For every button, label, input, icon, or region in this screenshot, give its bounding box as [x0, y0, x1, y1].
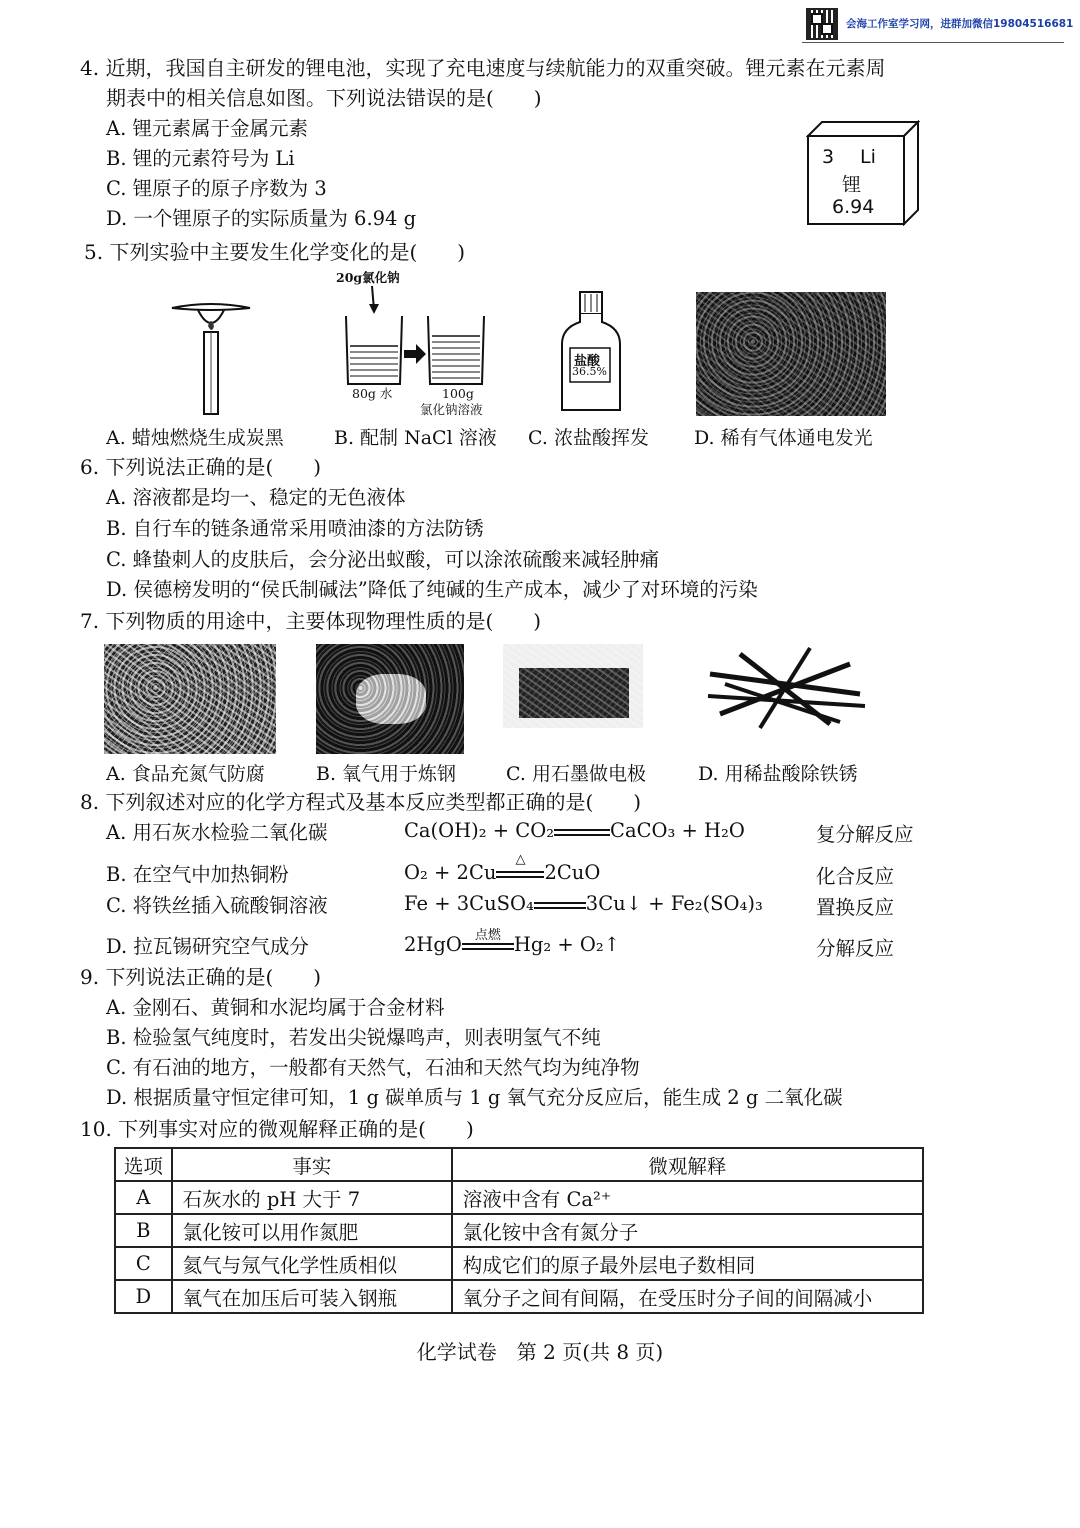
- row-fact: 氦气与氖气化学性质相似: [172, 1247, 452, 1280]
- equals-arrow: [462, 927, 514, 953]
- element-mass: 6.94: [832, 196, 875, 218]
- q6-stem: 6. 下列说法正确的是( ): [80, 455, 322, 479]
- q5-photo-neon-lights: [696, 292, 886, 416]
- table-row: [115, 1181, 923, 1214]
- fig-b-top-label: 20g氯化钠: [336, 270, 400, 285]
- q6-option-a: A. 溶液都是均一、稳定的无色液体: [106, 486, 406, 509]
- q7-caption-b: B. 氧气用于炼钢: [316, 763, 457, 785]
- fig-c-label2: 36.5%: [572, 365, 607, 378]
- fig-b-left-label: 80g 水: [352, 386, 393, 401]
- row-option: D: [115, 1280, 172, 1313]
- q10-stem: 10. 下列事实对应的微观解释正确的是( ): [80, 1117, 474, 1141]
- q7-photo-steel-making: [316, 644, 464, 754]
- q8-row-a-equation: [404, 819, 745, 842]
- row-explanation: 氧分子之间有间隔，在受压时分子间的间隔减小: [452, 1280, 923, 1313]
- q5-caption-a: A. 蜡烛燃烧生成炭黑: [106, 427, 284, 449]
- equals-arrow: [554, 825, 610, 839]
- element-name: 锂: [842, 174, 862, 196]
- q5-stem: 5. 下列实验中主要发生化学变化的是( ): [84, 240, 466, 264]
- row-option: A: [115, 1181, 172, 1214]
- q9-stem: 9. 下列说法正确的是( ): [80, 965, 322, 989]
- q7-photo-rusty-nails: [700, 644, 870, 734]
- q9-option-d: D. 根据质量守恒定律可知，1 g 碳单质与 1 g 氧气充分反应后，能生成 2 g 二氧化碳: [106, 1086, 843, 1109]
- watermark-text: 会海工作室学习网，进群加微信19804516681: [846, 18, 1074, 30]
- eq-condition: △: [515, 851, 526, 867]
- q8-stem: 8. 下列叙述对应的化学方程式及基本反应类型都正确的是( ): [80, 790, 642, 814]
- row-option: B: [115, 1214, 172, 1247]
- q7-caption-c: C. 用石墨做电极: [506, 763, 646, 785]
- q5-figure-acid-bottle: [556, 290, 626, 414]
- eq-lhs: Ca(OH)₂ + CO₂: [404, 819, 555, 842]
- q4-option-d: D. 一个锂原子的实际质量为 6.94 g: [106, 207, 417, 230]
- eq-lhs: 2HgO: [404, 933, 462, 956]
- q9-option-b: B. 检验氢气纯度时，若发出尖锐爆鸣声，则表明氢气不纯: [106, 1026, 601, 1049]
- row-explanation: 氯化铵中含有氮分子: [452, 1214, 923, 1247]
- header-option: 选项: [115, 1148, 172, 1181]
- q5-figure-candle: [168, 296, 254, 416]
- header-divider: [802, 42, 1064, 43]
- table-row: [115, 1280, 923, 1313]
- q9-option-c: C. 有石油的地方，一般都有天然气，石油和天然气均为纯净物: [106, 1056, 640, 1079]
- q7-photo-food-bag: [104, 644, 276, 754]
- q5-caption-c: C. 浓盐酸挥发: [528, 427, 649, 449]
- q8-row-c-equation: [404, 892, 763, 915]
- fig-b-right-label2: 氯化钠溶液: [420, 402, 483, 417]
- eq-rhs: 2CuO: [544, 861, 601, 884]
- eq-rhs: CaCO₃ + H₂O: [610, 819, 745, 842]
- row-explanation: 溶液中含有 Ca²⁺: [452, 1181, 923, 1214]
- row-fact: 氯化铵可以用作氮肥: [172, 1214, 452, 1247]
- q8-row-c-desc: C. 将铁丝插入硫酸铜溶液: [106, 894, 328, 917]
- element-cell-lithium: [806, 120, 920, 226]
- q9-option-a: A. 金刚石、黄铜和水泥均属于合金材料: [106, 996, 445, 1019]
- q5-caption-b: B. 配制 NaCl 溶液: [334, 427, 497, 449]
- q6-option-c: C. 蜂蛰刺人的皮肤后，会分泌出蚁酸，可以涂浓硫酸来减轻肿痛: [106, 548, 660, 571]
- q8-row-b-type: 化合反应: [816, 865, 895, 888]
- row-option: C: [115, 1247, 172, 1280]
- header-explanation: 微观解释: [452, 1148, 923, 1181]
- eq-lhs: Fe + 3CuSO₄: [404, 892, 534, 915]
- q4-option-b: B. 锂的元素符号为 Li: [106, 147, 295, 170]
- qr-code-icon: [806, 8, 838, 40]
- q8-row-d-desc: D. 拉瓦锡研究空气成分: [106, 935, 309, 958]
- q4-option-c: C. 锂原子的原子序数为 3: [106, 177, 327, 200]
- q8-row-b-desc: B. 在空气中加热铜粉: [106, 863, 289, 886]
- q4-stem-line2: 期表中的相关信息如图。下列说法错误的是( ): [106, 86, 542, 110]
- equals-arrow: [496, 851, 544, 881]
- q7-caption-d: D. 用稀盐酸除铁锈: [698, 763, 858, 785]
- q10-table: [114, 1147, 924, 1314]
- q8-row-d-type: 分解反应: [816, 937, 895, 960]
- q4-option-a: A. 锂元素属于金属元素: [106, 117, 308, 140]
- q8-row-c-type: 置换反应: [816, 896, 895, 919]
- q4-stem-line1: 4. 近期，我国自主研发的锂电池，实现了充电速度与续航能力的双重突破。锂元素在元素周: [80, 56, 886, 80]
- eq-lhs: O₂ + 2Cu: [404, 861, 497, 884]
- row-fact: 氧气在加压后可装入钢瓶: [172, 1280, 452, 1313]
- q5-figure-beakers: [330, 264, 500, 424]
- q8-row-b-equation: [404, 851, 601, 884]
- element-symbol: Li: [860, 146, 876, 168]
- q8-row-d-equation: [404, 927, 621, 956]
- q7-photo-graphite: [503, 644, 643, 728]
- q7-stem: 7. 下列物质的用途中，主要体现物理性质的是( ): [80, 609, 542, 633]
- q6-option-b: B. 自行车的链条通常采用喷油漆的方法防锈: [106, 517, 484, 540]
- q5-caption-d: D. 稀有气体通电发光: [694, 427, 873, 449]
- equals-arrow: [534, 898, 586, 912]
- q7-caption-a: A. 食品充氮气防腐: [106, 763, 265, 785]
- q8-row-a-type: 复分解反应: [816, 823, 914, 846]
- row-explanation: 构成它们的原子最外层电子数相同: [452, 1247, 923, 1280]
- row-fact: 石灰水的 pH 大于 7: [172, 1181, 452, 1214]
- header-fact: 事实: [172, 1148, 452, 1181]
- table-header-row: [115, 1148, 923, 1181]
- header-watermark: [800, 6, 1074, 44]
- eq-rhs: 3Cu↓ + Fe₂(SO₄)₃: [585, 892, 763, 915]
- element-number: 3: [822, 146, 835, 168]
- fig-c-label1: 盐酸: [574, 354, 601, 369]
- table-row: [115, 1247, 923, 1280]
- table-row: [115, 1214, 923, 1247]
- fig-b-right-label1: 100g: [442, 386, 474, 401]
- eq-rhs: Hg₂ + O₂↑: [513, 933, 621, 956]
- eq-condition: 点燃: [474, 927, 501, 943]
- q8-row-a-desc: A. 用石灰水检验二氧化碳: [106, 821, 328, 844]
- q6-option-d: D. 侯德榜发明的“侯氏制碱法”降低了纯碱的生产成本，减少了对环境的污染: [106, 578, 758, 601]
- page-footer: 化学试卷 第 2 页(共 8 页): [416, 1340, 664, 1364]
